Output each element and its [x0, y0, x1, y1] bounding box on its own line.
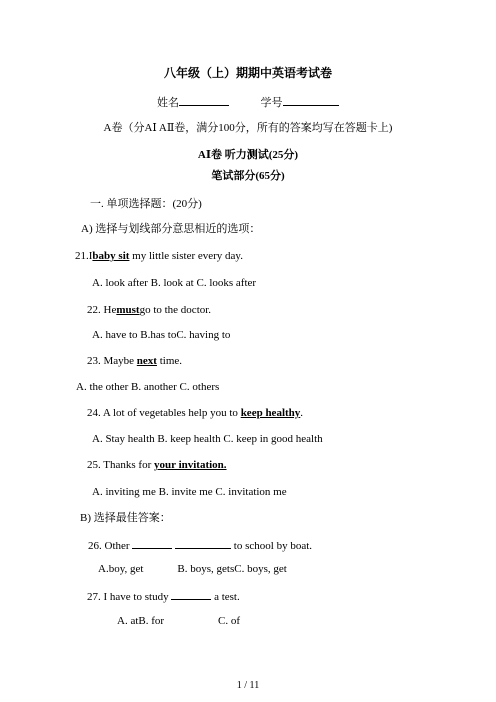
question-21: 21.Ibaby sit my little sister every day. [75, 250, 243, 262]
exam-note: A卷（分AⅠ AⅡ卷，满分100分，所有的答案均写在答题卡上) [103, 122, 393, 134]
question-22-options: A. have to B.has toC. having to [92, 329, 231, 341]
question-27-options: A. atB. for C. of [117, 615, 241, 627]
part1-heading: 一. 单项选择题：(20分) [90, 198, 202, 210]
name-id-line [157, 94, 339, 110]
question-25-options: A. inviting me B. invite me C. invitation me [92, 486, 287, 498]
question-23-options: A. the other B. another C. others [76, 381, 220, 393]
name-blank [179, 94, 229, 106]
written-part-heading: 笔试部分(65分) [211, 170, 285, 182]
question-25: 25. Thanks for your invitation. [87, 459, 227, 471]
question-26-options: A.boy, get B. boys, getsC. boys, get [98, 563, 287, 575]
underlined-phrase: keep healthy [240, 407, 301, 419]
question-21-options: A. look after B. look at C. looks after [92, 277, 257, 289]
section-a1-heading: AⅠ卷 听力测试(25分) [197, 149, 299, 161]
page-title: 八年级（上）期期中英语考试卷 [163, 66, 332, 80]
question-24-options: A. Stay health B. keep health C. keep in good health [92, 433, 323, 445]
underlined-phrase: baby sit [92, 250, 130, 262]
id-label: 学号 [260, 97, 283, 109]
question-26: 26. Other to school by boat. [88, 537, 312, 553]
underlined-phrase: next [136, 355, 157, 367]
name-label: 姓名 [157, 97, 179, 109]
page-number: 1 / 11 [236, 680, 260, 691]
answer-blank [171, 588, 211, 600]
question-27: 27. I have to study a test. [87, 588, 240, 604]
answer-blank [175, 537, 231, 549]
part1-sub-b: B) 选择最佳答案： [80, 512, 171, 524]
underlined-phrase: must [116, 304, 140, 316]
question-23: 23. Maybe next time. [87, 355, 183, 367]
question-24: 24. A lot of vegetables help you to keep healthy. [87, 407, 304, 419]
part1-sub-a: A) 选择与划线部分意思相近的选项： [81, 223, 261, 235]
id-blank [283, 94, 339, 106]
question-22: 22. Hemustgo to the doctor. [87, 304, 212, 316]
underlined-phrase: your invitation. [154, 459, 227, 471]
answer-blank [132, 537, 172, 549]
